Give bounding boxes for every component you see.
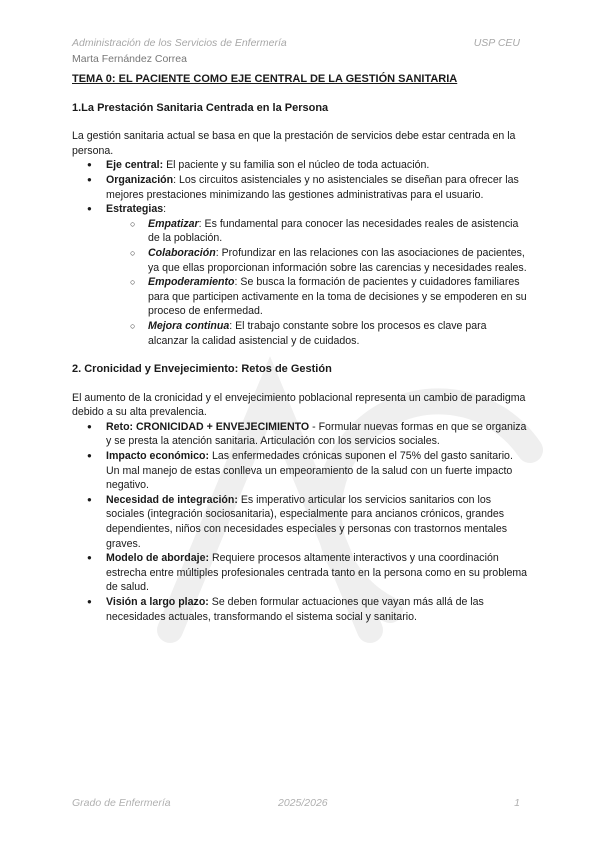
item-label: Eje central: [106, 159, 164, 172]
item-label: Empoderamiento [148, 276, 235, 289]
section2-list [72, 420, 528, 624]
list-item [72, 173, 528, 202]
list-item [72, 493, 528, 551]
footer-year: 2025/2026 [278, 797, 328, 809]
list-item [72, 449, 528, 493]
item-text: Requiere procesos altamente interactivos y una coordinación estrecha entre múltiples profesionales centrada tanto en la persona como en su problema de salud. [106, 552, 528, 594]
document-title: TEMA 0: EL PACIENTE COMO EJE CENTRAL DE LA GESTIÓN SANITARIA [72, 73, 458, 85]
author-name: Marta Fernández Correa [72, 53, 187, 65]
item-text: - Formular nuevas formas en que se organiza y se presta la atención sanitaria. Articulación con los servicios sociales. [106, 420, 527, 448]
list-item [72, 420, 528, 449]
item-text: : [163, 203, 167, 216]
section1-intro: La gestión sanitaria actual se basa en que la prestación de servicios debe estar centrada en la persona. [72, 130, 516, 157]
list-item [72, 202, 528, 217]
section2-heading: 2. Cronicidad y Envejecimiento: Retos de Gestión [72, 363, 332, 376]
item-label: Organización [106, 173, 174, 186]
item-label: Colaboración [148, 246, 216, 259]
item-label: Mejora continua [148, 319, 230, 332]
list-item [72, 319, 528, 348]
item-text: El paciente y su familia son el núcleo de toda actuación. [163, 159, 430, 172]
item-label: Visión a largo plazo: [106, 596, 209, 608]
list-item [72, 275, 528, 319]
item-text: : Profundizar en las relaciones con las asociaciones de pacientes, ya que ellas proporcionan información sobre las carencias y necesidades reales. [148, 246, 527, 274]
strategies-list [72, 217, 528, 348]
item-text: Se deben formular actuaciones que vayan más allá de las necesidades actuales, transformando el sistema social y sanitario. [106, 596, 484, 623]
item-label: Necesidad de integración: [106, 493, 238, 506]
list-item [72, 217, 528, 246]
item-text: : Se busca la formación de pacientes y cuidadores familiares para que participen activamente en la toma de decisiones y se empoderen en su proceso de enfermedad. [148, 276, 527, 318]
item-label: Empatizar [148, 217, 199, 230]
document-body [72, 72, 528, 624]
item-label: Impacto económico: [106, 450, 210, 463]
item-label: Modelo de abordaje: [106, 552, 210, 565]
footer-degree: Grado de Enfermería [72, 797, 171, 809]
item-text: : Es fundamental para conocer las necesidades reales de asistencia de la población. [148, 217, 519, 245]
item-text: : Los circuitos asistenciales y no asistenciales se diseñan para ofrecer las mejores prestaciones minimizando las gestiones administrativas para el usuario. [106, 173, 519, 201]
section1-heading: 1.La Prestación Sanitaria Centrada en la Persona [72, 101, 329, 114]
item-label: Estrategias [106, 203, 164, 216]
item-text: Las enfermedades crónicas suponen el 75% del gasto sanitario. Un mal manejo de estas conlleva un empeoramiento de la salud con un fuerte impacto negativo. [106, 450, 513, 492]
header-course: Administración de los Servicios de Enfermería [72, 37, 287, 49]
list-item [72, 158, 528, 173]
item-text: Es imperativo articular los servicios sanitarios con los sociales (integración sociosanitaria), especialmente para ancianos crónicos, grandes dependientes, niños con necesidades especiales y personas con trastornos mentales graves. [106, 493, 508, 550]
page-number: 1 [514, 797, 520, 809]
item-text: : El trabajo constante sobre los procesos es clave para alcanzar la calidad asistencial y de cuidados. [148, 319, 487, 347]
section1-list [72, 158, 528, 216]
list-item [72, 595, 528, 624]
list-item [72, 246, 528, 275]
header-school: USP CEU [473, 37, 520, 49]
item-label: Reto: CRONICIDAD + ENVEJECIMIENTO [106, 420, 310, 433]
section2-intro: El aumento de la cronicidad y el envejecimiento poblacional representa un cambio de paradigma debido a su alta prevalencia. [72, 391, 526, 419]
list-item [72, 551, 528, 595]
